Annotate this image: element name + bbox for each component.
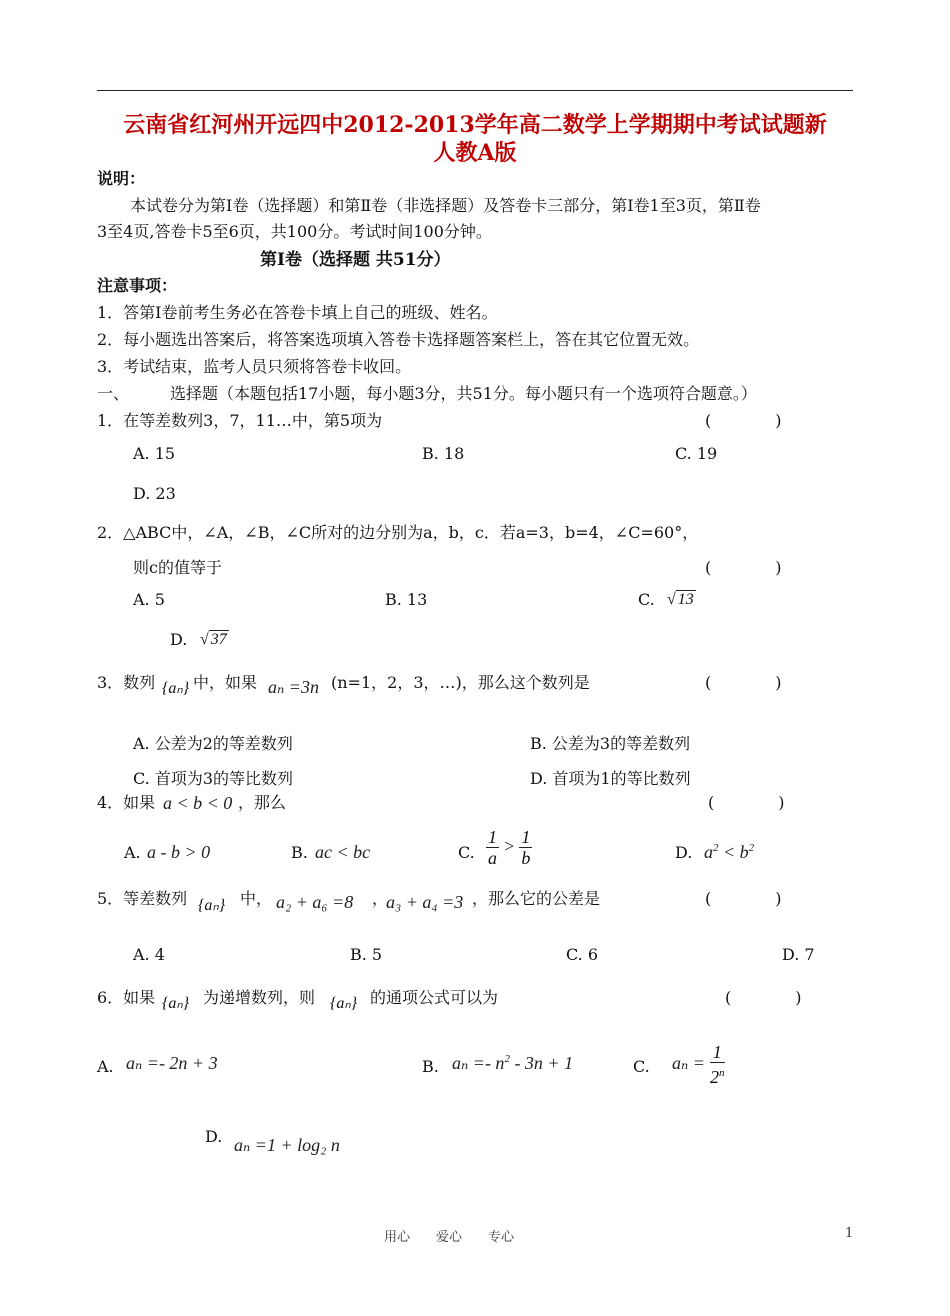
q2-option-b: B. 13 (385, 590, 428, 609)
q3-sequence-term: aₙ (168, 680, 183, 697)
q4-option-b-label: B. (291, 843, 308, 862)
q6-option-c-expr (672, 1042, 725, 1087)
q6-stem-c: 的通项公式可以为 (370, 988, 499, 1007)
doc-title-line2: 人教A版 (433, 140, 517, 166)
q6-stem-a: 6．如果 (97, 988, 156, 1007)
q5-answer-paren: ( ) (705, 889, 782, 908)
q1-option-b: B. 18 (422, 444, 465, 463)
q4-c-frac2-num: 1 (521, 827, 531, 847)
q4-option-a-label: A. (124, 843, 141, 862)
q6-b-expr-a: aₙ =- n (452, 1053, 505, 1073)
q6-c-den-base: 2 (710, 1067, 720, 1087)
q1-option-c: C. 19 (675, 444, 718, 463)
q3-stem-c: (n=1，2，3，…)，那么这个数列是 (331, 673, 590, 692)
intro-para2: 3至4页,答卷卡5至6页，共100分。考试时间100分钟。 (97, 222, 492, 241)
q2-option-c-label: C. (638, 590, 655, 609)
q5-option-b: B. 5 (350, 945, 383, 964)
q6-c-den-exp: n (719, 1067, 725, 1079)
doc-title-line1: 云南省红河州开远四中2012-2013学年高二数学上学期期中考试试题新 (123, 112, 827, 138)
q4-option-c-frac2 (519, 827, 532, 868)
q5-stem-b: 中， (240, 889, 273, 908)
q4-answer-paren: ( ) (708, 793, 785, 812)
q3-stem-a: 3．数列 (97, 673, 156, 692)
q5-option-a: A. 4 (133, 945, 165, 964)
q1-option-d: D. 23 (133, 484, 176, 503)
q4-c-operator: > (504, 836, 515, 856)
q4-d-exp-a: 2 (713, 842, 719, 854)
q4-option-c-frac1 (486, 827, 499, 868)
intro-heading: 说明： (97, 169, 146, 188)
q2-option-d-label: D. (170, 630, 188, 649)
q5-sequence-term: aₙ (204, 897, 219, 914)
q4-stem-a: 4．如果 (97, 793, 156, 812)
q6-option-d-label: D. (205, 1127, 223, 1146)
q5-stem-a: 5．等差数列 (97, 889, 188, 908)
q4-option-d-label: D. (675, 843, 693, 862)
q6-sequence-term: aₙ (168, 995, 183, 1012)
q6-sequence-2: {aₙ} (330, 995, 358, 1012)
notice-item-1: 1．答第Ⅰ卷前考生务必在答卷卡填上自己的班级、姓名。 (97, 303, 498, 322)
q1-option-a: A. 15 (133, 444, 176, 463)
q6-c-num: 1 (710, 1042, 725, 1063)
q6-option-d-expr: aₙ =1 + log₂ n (234, 1135, 340, 1155)
q4-option-b-expr: ac < bc (315, 842, 371, 862)
q6-stem-b: 为递增数列，则 (203, 988, 316, 1007)
q5-option-c: C. 6 (566, 945, 599, 964)
q4-option-a-expr: a - b > 0 (147, 842, 211, 862)
q3-option-d: D. 首项为1的等比数列 (530, 769, 691, 788)
q6-option-c-label: C. (633, 1057, 650, 1076)
q2-stem-2: 则c的值等于 (133, 558, 222, 577)
q6-b-expr-b: - 3n + 1 (509, 1053, 574, 1073)
header-rule (97, 90, 853, 91)
q6-answer-paren: ( ) (725, 988, 802, 1007)
q4-option-c-expr (486, 827, 532, 868)
section-number: 一、 (97, 384, 130, 403)
q5-option-d: D. 7 (782, 945, 815, 964)
q4-option-d-expr (704, 842, 754, 863)
q6-sequence-term-2: aₙ (336, 995, 351, 1012)
page-number: 1 (845, 1226, 854, 1241)
footer-motto: 用心 爱心 专心 (384, 1230, 515, 1245)
notice-heading: 注意事项： (97, 276, 178, 295)
q6-c-lhs: aₙ = (672, 1053, 705, 1073)
q2-option-a: A. 5 (133, 590, 165, 609)
section-heading: 选择题（本题包括17小题，每小题3分，共51分。每小题只有一个选项符合题意。） (170, 384, 757, 403)
q4-d-base-a: a (704, 842, 713, 862)
q6-c-frac (710, 1042, 725, 1087)
q2-option-c-radicand: 13 (677, 591, 694, 608)
q6-sequence: {aₙ} (162, 995, 190, 1012)
q5-formula-2: a₃ + a₄ =3 (386, 892, 464, 912)
q3-option-a: A. 公差为2的等差数列 (133, 734, 293, 753)
q1-stem: 1．在等差数列3，7，11…中，第5项为 (97, 411, 383, 430)
notice-item-3: 3．考试结束，监考人员只须将答卷卡收回。 (97, 357, 412, 376)
notice-item-2: 2．每小题选出答案后，将答案选项填入答卷卡选择题答案栏上，答在其它位置无效。 (97, 330, 700, 349)
q4-condition: a < b < 0 (163, 793, 233, 813)
q4-d-exp-b: 2 (748, 842, 755, 854)
intro-para1: 本试卷分为第Ⅰ卷（选择题）和第Ⅱ卷（非选择题）及答卷卡三部分，第Ⅰ卷1至3页，第Ⅱ卷 (130, 196, 761, 215)
q6-option-b-expr (452, 1053, 573, 1074)
q3-stem-b: 中，如果 (193, 673, 258, 692)
q2-answer-paren: ( ) (705, 558, 782, 577)
q6-option-b-label: B. (422, 1057, 439, 1076)
q2-option-c-sqrt: √ 13 (667, 591, 694, 608)
q4-d-op: < b (718, 842, 749, 862)
q4-c-frac1-den: a (488, 848, 497, 868)
q5-separator: ， (372, 889, 389, 908)
q3-option-b: B. 公差为3的等差数列 (530, 734, 691, 753)
q1-answer-paren: ( ) (705, 411, 782, 430)
q3-formula: aₙ =3n (268, 677, 319, 697)
q3-option-c: C. 首项为3的等比数列 (133, 769, 294, 788)
q6-option-a-label: A. (97, 1057, 114, 1076)
q4-c-frac2-den: b (521, 848, 531, 868)
q3-sequence: {aₙ} (162, 680, 190, 697)
q6-c-den (710, 1063, 725, 1087)
q5-sequence: {aₙ} (198, 897, 226, 914)
q2-option-d-sqrt: √ 37 (200, 631, 227, 648)
q2-option-d-radicand: 37 (210, 631, 227, 648)
q2-stem: 2．△ABC中，∠A，∠B，∠C所对的边分别为a，b，c．若a=3，b=4，∠C=60°， (97, 523, 699, 542)
q4-option-c-label: C. (458, 843, 475, 862)
part1-title: 第Ⅰ卷（选择题 共51分） (260, 250, 451, 270)
q4-stem-b: ，那么 (238, 793, 287, 812)
q5-stem-c: ，那么它的公差是 (472, 889, 601, 908)
q6-b-exp: 2 (504, 1053, 510, 1065)
q3-answer-paren: ( ) (705, 673, 782, 692)
q5-formula-1: a₂ + a₆ =8 (276, 892, 354, 912)
q4-c-frac1-num: 1 (488, 827, 497, 847)
q6-option-a-expr: aₙ =- 2n + 3 (126, 1053, 218, 1073)
